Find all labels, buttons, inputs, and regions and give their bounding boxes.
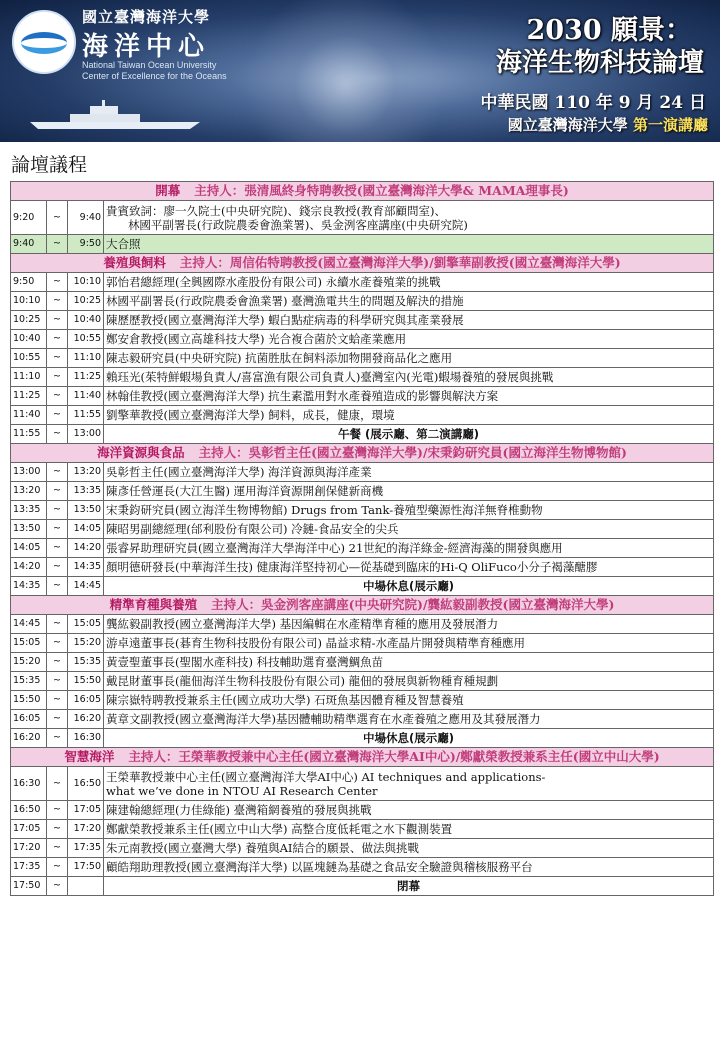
time-separator: ~: [47, 634, 68, 653]
start-time: 11:55: [11, 425, 47, 444]
header-banner: [0, 0, 720, 142]
agenda-row: [11, 520, 714, 539]
end-time: 13:00: [68, 425, 104, 444]
start-time: 13:20: [11, 482, 47, 501]
end-time: 10:40: [68, 311, 104, 330]
end-time: 16:20: [68, 710, 104, 729]
center-name-cn: 海洋中心: [82, 32, 211, 62]
agenda-row: [11, 539, 714, 558]
session-description: 中場休息(展示廳): [104, 577, 714, 596]
session-description: 貴賓致詞：廖一久院士(中央研究院)、錢宗良教授(教育部顧問室)、 林國平副署長(行政院農委會漁業署)、吳金洌客座講座(中央研究院): [104, 201, 714, 235]
session-description: 顏明德研發長(中華海洋生技) 健康海洋堅持初心—從基礎到臨床的Hi-Q OliFuco小分子褐藻醣膠: [104, 558, 714, 577]
agenda-row: [11, 273, 714, 292]
forum-date: 中華民國 110 年 9 月 24 日: [480, 93, 706, 113]
start-time: 14:20: [11, 558, 47, 577]
end-time: 15:05: [68, 615, 104, 634]
start-time: 15:50: [11, 691, 47, 710]
org-name-cn: 國立臺灣海洋大學: [82, 8, 211, 26]
agenda-row: [11, 729, 714, 748]
session-description: 閉幕: [104, 877, 714, 896]
start-time: 11:25: [11, 387, 47, 406]
session-description: 游卓遠董事長(碁育生物科技股份有限公司) 晶益求精-水產晶片開發與精準育種應用: [104, 634, 714, 653]
start-time: 11:40: [11, 406, 47, 425]
end-time: 11:40: [68, 387, 104, 406]
section-title-cell: [11, 254, 714, 273]
end-time: 14:05: [68, 520, 104, 539]
agenda-row: [11, 368, 714, 387]
start-time: 10:10: [11, 292, 47, 311]
center-name-en: Center of Excellence for the Oceans: [82, 71, 227, 81]
agenda-row: [11, 691, 714, 710]
time-separator: ~: [47, 368, 68, 387]
agenda-section-header: [11, 254, 714, 273]
agenda-row: [11, 634, 714, 653]
section-name: 精準育種與養殖: [109, 597, 198, 612]
banner-background-art: [230, 0, 460, 142]
agenda-row: [11, 201, 714, 235]
session-description: 郭怡君總經理(全興國際水產股份有限公司) 永續水產養殖業的挑戰: [104, 273, 714, 292]
time-separator: ~: [47, 801, 68, 820]
start-time: 14:35: [11, 577, 47, 596]
forum-title-line2: 海洋生物科技論壇: [495, 48, 704, 78]
section-host: 主持人：王榮華教授兼中心主任(國立臺灣海洋大學AI中心)/鄭獻榮教授兼系主任(國立中山大學): [128, 749, 660, 764]
end-time: 17:05: [68, 801, 104, 820]
time-separator: ~: [47, 820, 68, 839]
session-description: 龔紘毅副教授(國立臺灣海洋大學) 基因編輯在水產精準育種的應用及發展潛力: [104, 615, 714, 634]
session-description: 朱元南教授(國立臺灣大學) 養殖與AI結合的願景、做法與挑戰: [104, 839, 714, 858]
forum-venue: [508, 114, 708, 135]
time-separator: ~: [47, 387, 68, 406]
time-separator: ~: [47, 710, 68, 729]
start-time: 10:40: [11, 330, 47, 349]
section-title-cell: [11, 748, 714, 767]
session-description: 陳歷歷教授(國立臺灣海洋大學) 蝦白點症病毒的科學研究與其產業發展: [104, 311, 714, 330]
agenda-row: [11, 235, 714, 254]
agenda-row: [11, 330, 714, 349]
start-time: 13:35: [11, 501, 47, 520]
agenda-row: [11, 311, 714, 330]
session-description: 陳宗嶽特聘教授兼系主任(國立成功大學) 石斑魚基因體育種及智慧養殖: [104, 691, 714, 710]
start-time: 9:50: [11, 273, 47, 292]
session-description: 劉擎華教授(國立臺灣海洋大學) 飼料，成長，健康，環境: [104, 406, 714, 425]
time-separator: ~: [47, 877, 68, 896]
agenda-row: [11, 406, 714, 425]
time-separator: ~: [47, 482, 68, 501]
time-separator: ~: [47, 858, 68, 877]
time-separator: ~: [47, 201, 68, 235]
start-time: 9:40: [11, 235, 47, 254]
agenda-row: [11, 653, 714, 672]
time-separator: ~: [47, 615, 68, 634]
time-separator: ~: [47, 729, 68, 748]
session-description: 鄭安倉教授(國立高雄科技大學) 光合複合菌於文蛤產業應用: [104, 330, 714, 349]
agenda-section-header: [11, 596, 714, 615]
end-time: 13:50: [68, 501, 104, 520]
session-description: 黃章文副教授(國立臺灣海洋大學)基因體輔助精準選育在水產養殖之應用及其發展潛力: [104, 710, 714, 729]
agenda-row: [11, 425, 714, 444]
page-title: 論壇議程: [11, 154, 88, 176]
end-time: 10:55: [68, 330, 104, 349]
agenda-row: [11, 615, 714, 634]
section-host: 主持人：張清風終身特聘教授(國立臺灣海洋大學& MAMA理事長): [194, 183, 569, 198]
end-time: 14:35: [68, 558, 104, 577]
session-description: 中場休息(展示廳): [104, 729, 714, 748]
end-time: 10:10: [68, 273, 104, 292]
time-separator: ~: [47, 520, 68, 539]
start-time: 15:35: [11, 672, 47, 691]
agenda-row: [11, 463, 714, 482]
section-host: 主持人：吳金洌客座講座(中央研究院)/龔紘毅副教授(國立臺灣海洋大學): [211, 597, 615, 612]
agenda-row: [11, 839, 714, 858]
session-description: 午餐 (展示廳、第二演講廳): [104, 425, 714, 444]
start-time: 15:20: [11, 653, 47, 672]
section-host: 主持人：吳彰哲主任(國立臺灣海洋大學)/宋秉鈞研究員(國立海洋生物博物館): [198, 445, 627, 460]
agenda-row: [11, 820, 714, 839]
session-description: 賴珏光(茱特鮮蝦場負責人/喜富漁有限公司負責人)臺灣室內(光電)蝦場養殖的發展與挑戰: [104, 368, 714, 387]
agenda-row: [11, 858, 714, 877]
end-time: 9:40: [68, 201, 104, 235]
time-separator: ~: [47, 577, 68, 596]
agenda-row: [11, 577, 714, 596]
agenda-section-header: [11, 444, 714, 463]
agenda-row: [11, 801, 714, 820]
session-description: 陳建翰總經理(力佳綠能) 臺灣箱網養殖的發展與挑戰: [104, 801, 714, 820]
end-time: 10:25: [68, 292, 104, 311]
section-name: 海洋資源與食品: [97, 445, 185, 460]
end-time: 13:35: [68, 482, 104, 501]
start-time: 16:05: [11, 710, 47, 729]
end-time: [68, 877, 104, 896]
time-separator: ~: [47, 330, 68, 349]
time-separator: ~: [47, 273, 68, 292]
start-time: 17:05: [11, 820, 47, 839]
start-time: 16:20: [11, 729, 47, 748]
time-separator: ~: [47, 292, 68, 311]
session-description: 大合照: [104, 235, 714, 254]
start-time: 14:45: [11, 615, 47, 634]
session-description: 黃壹聖董事長(聖閣水產科技) 科技輔助選育臺灣鯛魚苗: [104, 653, 714, 672]
start-time: 17:35: [11, 858, 47, 877]
start-time: 13:00: [11, 463, 47, 482]
end-time: 11:55: [68, 406, 104, 425]
section-name: 開幕: [155, 183, 181, 198]
end-time: 14:20: [68, 539, 104, 558]
time-separator: ~: [47, 235, 68, 254]
end-time: 15:20: [68, 634, 104, 653]
agenda-row: [11, 501, 714, 520]
time-separator: ~: [47, 672, 68, 691]
start-time: 9:20: [11, 201, 47, 235]
section-host: 主持人：周信佑特聘教授(國立臺灣海洋大學)/劉擎華副教授(國立臺灣海洋大學): [179, 255, 621, 270]
agenda-row: [11, 558, 714, 577]
session-description: 陳志毅研究員(中央研究院) 抗菌胜肽在飼料添加物開發商品化之應用: [104, 349, 714, 368]
end-time: 16:50: [68, 767, 104, 801]
section-name: 養殖與飼料: [103, 255, 166, 270]
agenda-row: [11, 767, 714, 801]
time-separator: ~: [47, 349, 68, 368]
section-title-cell: [11, 596, 714, 615]
session-description: 林國平副署長(行政院農委會漁業署) 臺灣漁電共生的問題及解決的措施: [104, 292, 714, 311]
end-time: 11:10: [68, 349, 104, 368]
time-separator: ~: [47, 406, 68, 425]
start-time: 10:25: [11, 311, 47, 330]
start-time: 14:05: [11, 539, 47, 558]
end-time: 16:30: [68, 729, 104, 748]
session-description: 張睿昇助理研究員(國立臺灣海洋大學海洋中心) 21世紀的海洋綠金-經濟海藻的開發與應用: [104, 539, 714, 558]
ntou-logo-icon: [12, 10, 76, 74]
forum-title-line1: 2030 願景：: [526, 15, 692, 46]
session-description: 鄭獻榮教授兼系主任(國立中山大學) 高整合度低耗電之水下觀測裝置: [104, 820, 714, 839]
session-description: 林翰佳教授(國立臺灣海洋大學) 抗生素濫用對水產養殖造成的影響與解決方案: [104, 387, 714, 406]
agenda-row: [11, 482, 714, 501]
section-title-cell: [11, 444, 714, 463]
venue-room: 第一演講廳: [632, 116, 708, 134]
time-separator: ~: [47, 767, 68, 801]
venue-school: 國立臺灣海洋大學: [507, 116, 628, 134]
start-time: 17:20: [11, 839, 47, 858]
end-time: 14:45: [68, 577, 104, 596]
agenda-section-header: [11, 182, 714, 201]
start-time: 11:10: [11, 368, 47, 387]
end-time: 11:25: [68, 368, 104, 387]
start-time: 16:30: [11, 767, 47, 801]
agenda-section-header: [11, 748, 714, 767]
session-description: 戴昆財董事長(龍佃海洋生物科技股份有限公司) 龍佃的發展與新物種育種規劃: [104, 672, 714, 691]
end-time: 13:20: [68, 463, 104, 482]
session-description: 陳彥任營運長(大江生醫) 運用海洋資源開創保健新商機: [104, 482, 714, 501]
agenda-row: [11, 387, 714, 406]
agenda-row: [11, 710, 714, 729]
agenda-row: [11, 877, 714, 896]
time-separator: ~: [47, 539, 68, 558]
session-description: 吳彰哲主任(國立臺灣海洋大學) 海洋資源與海洋產業: [104, 463, 714, 482]
session-description: 顧皓翔助理教授(國立臺灣海洋大學) 以區塊鏈為基礎之食品安全驗證與稽核服務平台: [104, 858, 714, 877]
agenda-row: [11, 292, 714, 311]
start-time: 17:50: [11, 877, 47, 896]
start-time: 15:05: [11, 634, 47, 653]
section-title-cell: [11, 182, 714, 201]
ship-icon: [30, 100, 210, 130]
agenda-table: [10, 181, 714, 896]
end-time: 17:20: [68, 820, 104, 839]
agenda-row: [11, 349, 714, 368]
end-time: 15:35: [68, 653, 104, 672]
session-description: 陳昭男副總經理(邰利股份有限公司) 冷鏈-食品安全的尖兵: [104, 520, 714, 539]
end-time: 16:05: [68, 691, 104, 710]
end-time: 15:50: [68, 672, 104, 691]
time-separator: ~: [47, 463, 68, 482]
time-separator: ~: [47, 691, 68, 710]
start-time: 13:50: [11, 520, 47, 539]
time-separator: ~: [47, 501, 68, 520]
end-time: 17:35: [68, 839, 104, 858]
agenda-row: [11, 672, 714, 691]
start-time: 10:55: [11, 349, 47, 368]
end-time: 17:50: [68, 858, 104, 877]
start-time: 16:50: [11, 801, 47, 820]
time-separator: ~: [47, 311, 68, 330]
time-separator: ~: [47, 839, 68, 858]
end-time: 9:50: [68, 235, 104, 254]
time-separator: ~: [47, 558, 68, 577]
section-name: 智慧海洋: [64, 749, 115, 764]
time-separator: ~: [47, 425, 68, 444]
session-description: 宋秉鈞研究員(國立海洋生物博物館) Drugs from Tank-養殖型藥源性海洋無脊椎動物: [104, 501, 714, 520]
org-name-en: National Taiwan Ocean University: [82, 60, 217, 70]
session-description: 王榮華教授兼中心主任(國立臺灣海洋大學AI中心) AI techniques and applications- what we’ve done in NTOU AI Research Center: [104, 767, 714, 801]
time-separator: ~: [47, 653, 68, 672]
